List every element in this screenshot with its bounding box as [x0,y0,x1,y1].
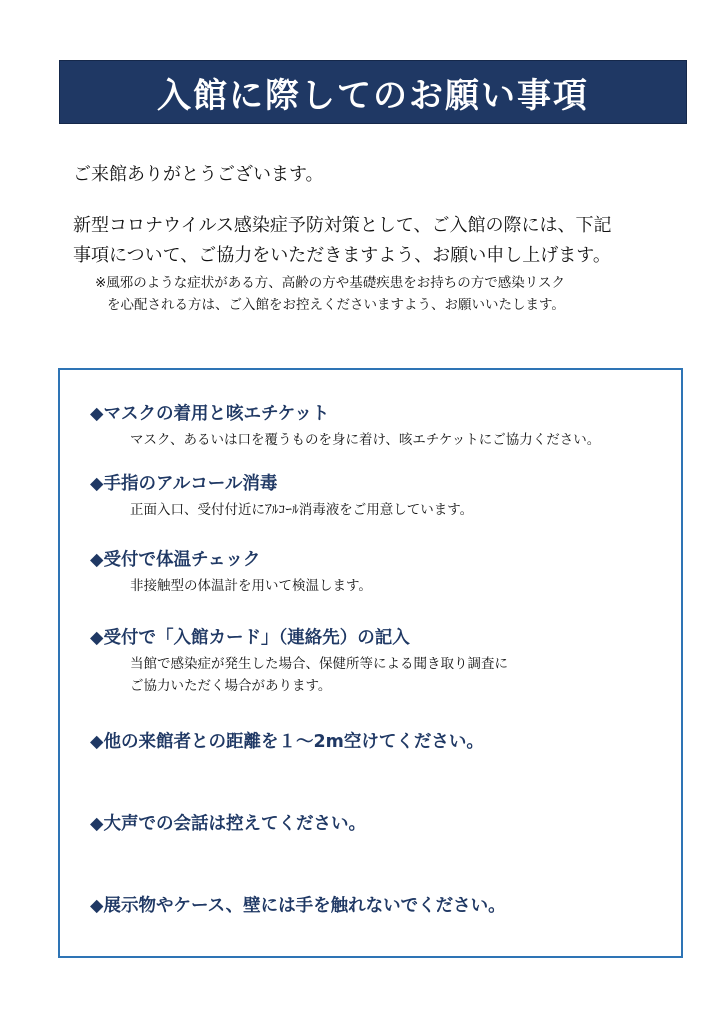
request-heading-sanitize: ◆手指のアルコール消毒 [90,474,278,494]
request-item-touch [90,892,506,917]
request-item-voice [90,810,366,835]
request-item-card [90,624,508,697]
title-banner [59,60,687,124]
note-line-2: を心配される方は、ご入館をお控えくださいますよう、お願いいたします。 [107,297,565,313]
request-desc-card [90,653,508,697]
request-heading-temperature: ◆受付で体温チェック [90,550,261,570]
request-heading-mask: ◆マスクの着用と咳エチケット [90,404,330,424]
greeting-text: ご来館ありがとうございます。 [73,164,324,185]
request-desc-mask: マスク、あるいは口を覆うものを身に着け、咳エチケットにご協力ください。 [130,432,601,448]
request-heading-distance: ◆他の来館者との距離を１～2m空けてください。 [90,732,484,752]
intro-paragraph [73,211,703,271]
risk-note [95,272,565,316]
request-item-temperature [90,546,372,597]
intro-line-1: 新型コロナウイルス感染症予防対策として、ご入館の際には、下記 [73,215,612,236]
request-desc-temperature: 非接触型の体温計を用いて検温します。 [130,578,372,594]
request-item-sanitize [90,470,473,521]
request-heading-voice: ◆大声での会話は控えてください。 [90,814,366,834]
request-item-mask [90,400,600,451]
request-item-distance [90,728,484,753]
request-heading-touch: ◆展示物やケース、壁には手を触れないでください。 [90,896,506,916]
request-desc-card-line-1: 当館で感染症が発生した場合、保健所等による聞き取り調査に [130,656,508,672]
note-line-1: ※風邪のような症状がある方、高齢の方や基礎疾患をお持ちの方で感染リスク [95,275,566,291]
intro-line-2: 事項について、ご協力をいただきますよう、お願い申し上げます。 [73,245,611,266]
page-title: 入館に際してのお願い事項 [157,75,589,116]
request-list-box [58,368,683,958]
request-desc-card-line-2: ご協力いただく場合があります。 [130,678,332,694]
request-desc-sanitize: 正面入口、受付付近にｱﾙｺｰﾙ消毒液をご用意しています。 [130,502,474,518]
request-heading-card: ◆受付で「入館カード」（連絡先）の記入 [90,628,410,648]
